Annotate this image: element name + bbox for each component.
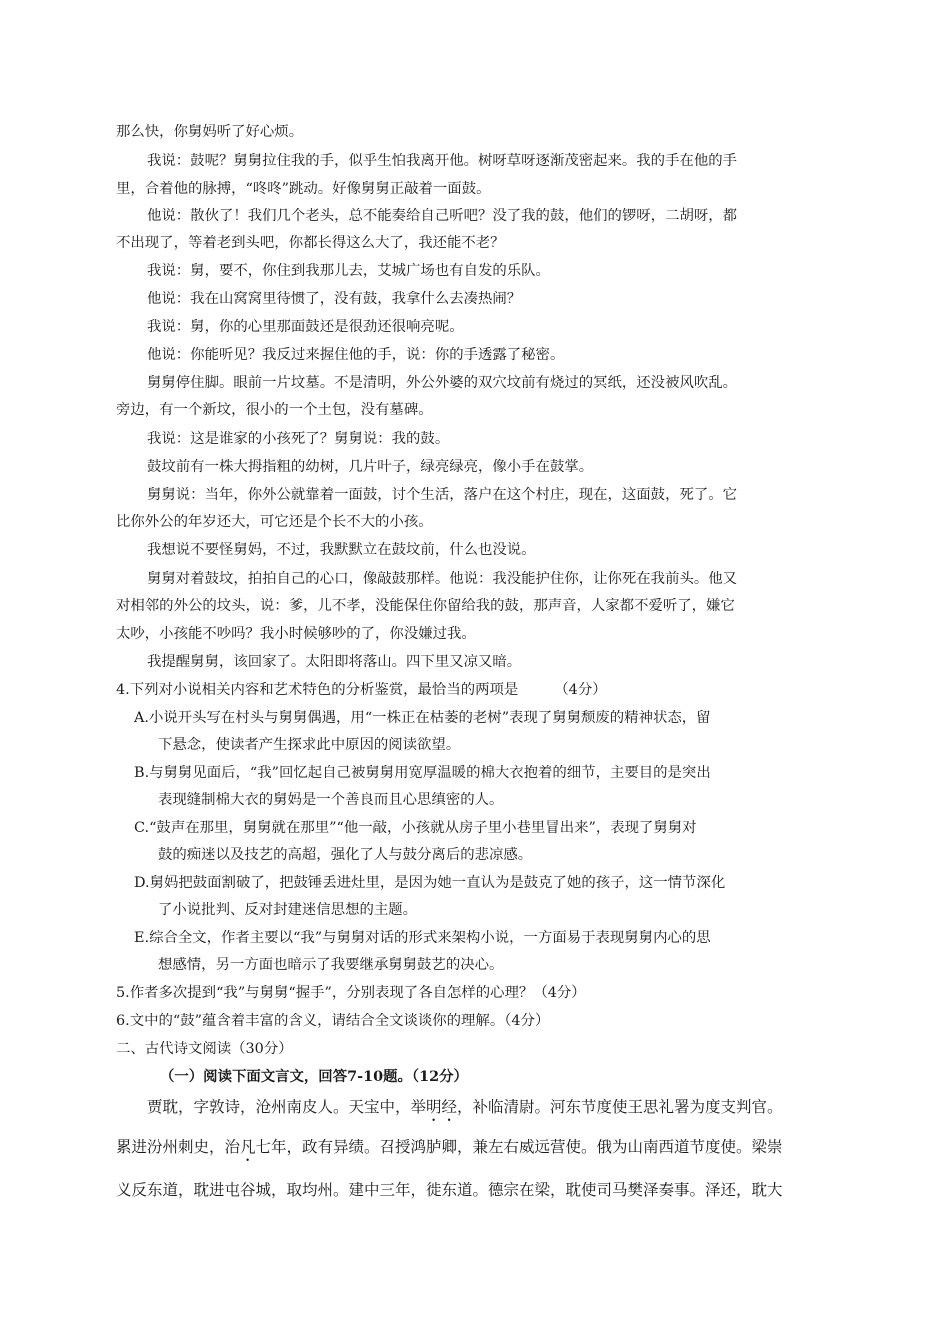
question-4-text: 4.下列对小说相关内容和艺术特色的分析鉴赏，最恰当的两项是	[116, 682, 519, 698]
story-line: 舅舅对着鼓坟，拍拍自己的心口，像敲鼓那样。他说：我没能护住你，让你死在我前头。他又	[147, 571, 738, 587]
story-line: 他说：我在山窝窝里待惯了，没有鼓，我拿什么去凑热闹？	[147, 291, 522, 307]
option-c-line2: 鼓的痴迷以及技艺的高超，强化了人与鼓分离后的悲凉感。	[158, 847, 533, 863]
classical-line-2: 累进汾州刺史，治凡七年，政有异绩。召授鸿胪卿，兼左右威远营使。俄为山南西道节度使。梁崇	[116, 1138, 783, 1156]
story-line: 太吵，小孩能不吵吗？我小时候够吵的了，你没嫌过我。	[116, 626, 476, 642]
story-line: 不出现了，等着老到头吧，你都长得这么大了，我还能不老？	[116, 235, 505, 251]
option-d-line1: D.舅妈把鼓面割破了，把鼓锤丢进灶里，是因为她一直认为是鼓克了她的孩子，这一情节深化	[134, 875, 726, 891]
question-6: 6.文中的“鼓”蕴含着丰富的含义，请结合全文谈谈你的理解。（4分）	[116, 1013, 550, 1029]
question-4-score: （4分）	[554, 682, 607, 698]
story-line: 舅舅说：当年，你外公就靠着一面鼓，讨个生活，落户在这个村庄，现在，这面鼓，死了。它	[147, 487, 738, 503]
option-e-line2: 想感情，另一方面也暗示了我要继承舅舅鼓艺的决心。	[158, 957, 504, 973]
classical-line-3: 义反东道，耽进屯谷城，取均州。建中三年，徙东道。德宗在梁，耽使司马樊泽奏事。泽还，耽大	[116, 1181, 783, 1199]
section-2-subheading: （一）阅读下面文言文，回答7-10题。（12分）	[160, 1068, 468, 1085]
story-line: 我说：这是谁家的小孩死了？舅舅说：我的鼓。	[147, 431, 450, 447]
section-2-heading: 二、古代诗文阅读（30分）	[116, 1041, 293, 1057]
story-line: 我提醒舅舅，该回家了。太阳即将落山。四下里又凉又暗。	[147, 654, 522, 670]
story-line: 我说：鼓呢？舅舅拉住我的手，似乎生怕我离开他。树呀草呀逐渐茂密起来。我的手在他的手	[147, 153, 738, 169]
story-line: 我说：舅，要不，你住到我那儿去，艾城广场也有自发的乐队。	[147, 263, 550, 279]
story-line: 我想说不要怪舅妈，不过，我默默立在鼓坟前，什么也没说。	[147, 542, 536, 558]
story-line: 比你外公的年岁还大，可它还是个长不大的小孩。	[116, 514, 433, 530]
option-d-line2: 了小说批判、反对封建迷信思想的主题。	[158, 902, 418, 918]
option-a-line2: 下悬念，使读者产生探求此中原因的阅读欲望。	[158, 737, 461, 753]
story-line: 他说：散伙了！我们几个老头，总不能奏给自己听吧？没了我的鼓，他们的锣呀，二胡呀，都	[147, 208, 738, 224]
story-line: 鼓坟前有一株大拇指粗的幼树，几片叶子，绿亮绿亮，像小手在鼓掌。	[147, 459, 594, 475]
option-e-line1: E.综合全文，作者主要以“我”与舅舅对话的形式来架构小说，一方面易于表现舅舅内心的思	[134, 930, 711, 946]
option-c-line1: C.“鼓声在那里，舅舅就在那里”“他一敲，小孩就从房子里小巷里冒出来”，表现了舅舅对	[134, 820, 697, 836]
emphasized-term: 凡	[240, 1138, 256, 1156]
story-line: 舅舅停住脚。眼前一片坟墓。不是清明，外公外婆的双穴坟前有烧过的冥纸，还没被风吹乱。	[147, 375, 738, 391]
story-line: 里，合着他的脉搏，“咚咚”跳动。好像舅舅正敲着一面鼓。	[116, 181, 491, 197]
emphasized-term: 明经	[426, 1098, 458, 1116]
option-a-line1: A.小说开头写在村头与舅舅偶遇，用“一株正在枯萎的老树”表现了舅舅颓废的精神状态，留	[134, 710, 711, 726]
story-line: 旁边，有一个新坟，很小的一个土包，没有墓碑。	[116, 402, 433, 418]
question-4-stem	[116, 680, 607, 700]
story-line: 他说：你能听见？我反过来握住他的手，说：你的手透露了秘密。	[147, 347, 565, 363]
option-b-line2: 表现缝制棉大衣的舅妈是一个善良而且心思缜密的人。	[158, 792, 504, 808]
option-b-line1: B.与舅舅见面后，“我”回忆起自己被舅舅用宽厚温暖的棉大衣抱着的细节，主要目的是突出	[134, 765, 711, 781]
question-5: 5.作者多次提到“我”与舅舅“握手”，分别表现了各自怎样的心理？（4分）	[116, 985, 586, 1001]
story-line: 那么快，你舅妈听了好心烦。	[116, 124, 304, 140]
story-line: 对相邻的外公的坟头，说：爹，儿不孝，没能保住你留给我的鼓，那声音，人家都不爱听了，嫌它	[116, 598, 735, 614]
story-line: 我说：舅，你的心里那面鼓还是很劲还很响亮呢。	[147, 319, 464, 335]
classical-line-1: 贾耽，字敦诗，沧州南皮人。天宝中，举明经，补临清尉。河东节度使王思礼署为度支判官。	[147, 1098, 783, 1116]
